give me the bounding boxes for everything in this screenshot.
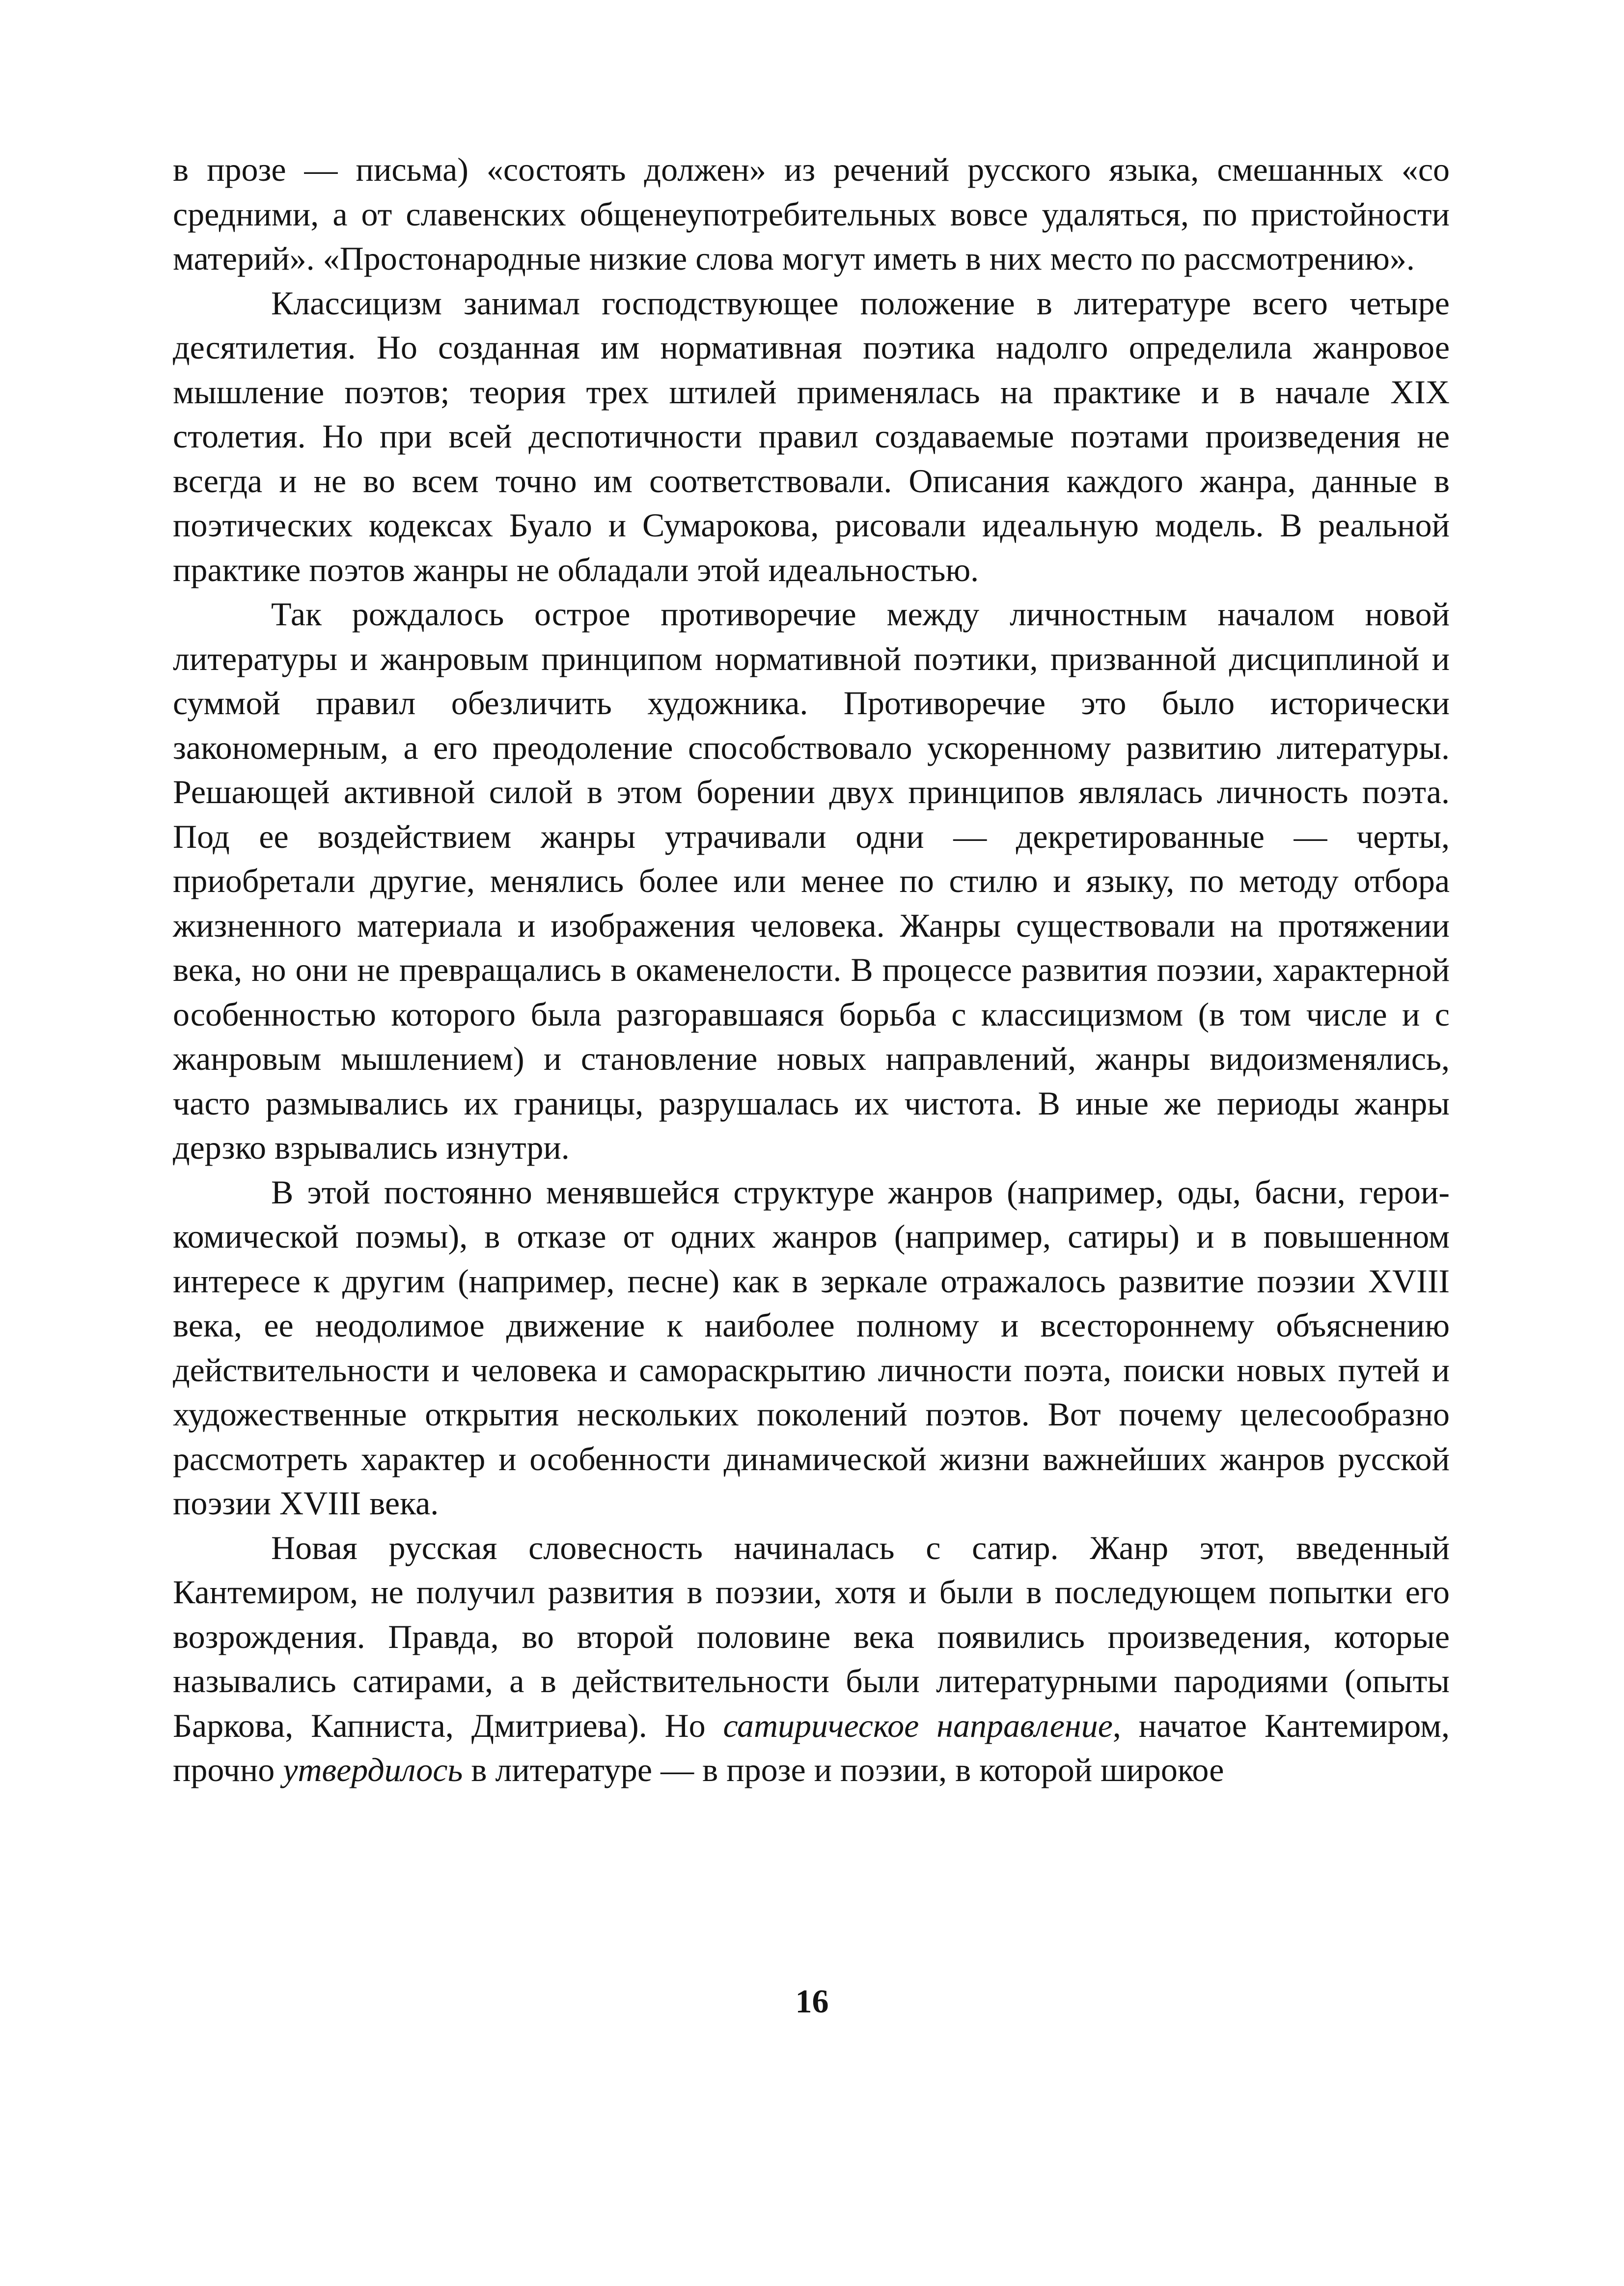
- paragraph-2: Классицизм занимал господствующее положение в литературе всего четыре десятилетия. Но созданная им нормативная поэтика надолго определила жанровое мышление поэтов; теория трех штилей применялась на практике и в начале XIX столетия. Но при всей деспотичности правил создаваемые поэтами произведения не всегда и не во всем точно им соответствовали. Описания каждого жанра, данные в поэтических кодексах Буало и Сумарокова, рисовали идеальную модель. В реальной практике поэтов жанры не обладали этой идеальностью.: [173, 284, 1450, 588]
- page-number: 16: [795, 1982, 829, 2020]
- italic-phrase-established: утвердилось: [283, 1751, 463, 1788]
- paragraph-4: В этой постоянно менявшейся структуре жанров (например, оды, басни, герои-комической поэмы), в отказе от одних жанров (например, сатиры) и в повышенном интересе к другим (например, песне) как в зеркале отражалось развитие поэзии XVIII века, ее неодолимое движение к наиболее полному и всестороннему объяснению действительности и человека и самораскрытию личности поэта, поиски новых путей и художественные открытия нескольких поколений поэтов. Вот почему целесообразно рассмотреть характер и особенности динамической жизни важнейших жанров русской поэзии XVIII века.: [173, 1173, 1450, 1522]
- paragraph-5: [173, 1526, 1450, 1792]
- paragraph-1: в прозе — письма) «состоять должен» из речений русского языка, смешанных «со средними, а от славенских общенеупотребительных вовсе удаляться, по пристойности материй». «Простонародные низкие слова могут иметь в них место по рассмотрению».: [173, 151, 1450, 277]
- paragraph-5-text-middle: , начатое Кантемиром, прочно: [173, 1706, 1450, 1788]
- paragraph-5-text-after: в литературе — в прозе и поэзии, в которой широкое: [463, 1751, 1224, 1788]
- body-text: [173, 147, 1450, 1792]
- italic-phrase-satirical-direction: сатирическое направление: [723, 1706, 1113, 1744]
- paragraph-5-text-before: Новая русская словесность начиналась с сатир. Жанр этот, введенный Кантемиром, не получил развития в поэзии, хотя и были в последующем попытки его возрождения. Правда, во второй половине века появились произведения, которые назывались сатирами, а в действительности были литературными пародиями (опыты Баркова, Капниста, Дмитриева). Но: [173, 1529, 1450, 1744]
- paragraph-3: Так рождалось острое противоречие между личностным началом новой литературы и жанровым принципом нормативной поэтики, призванной дисциплиной и суммой правил обезличить художника. Противоречие это было исторически закономерным, а его преодоление способствовало ускоренному развитию литературы. Решающей активной силой в этом борении двух принципов являлась личность поэта. Под ее воздействием жанры утрачивали одни — декретированные — черты, приобретали другие, менялись более или менее по стилю и языку, по методу отбора жизненного материала и изображения человека. Жанры существовали на протяжении века, но они не превращались в окаменелости. В процессе развития поэзии, характерной особенностью которого была разгоравшаяся борьба с классицизмом (в том числе и с жанровым мышлением) и становление новых направлений, жанры видоизменялись, часто размывались их границы, разрушалась их чистота. В иные же периоды жанры дерзко взрывались изнутри.: [173, 595, 1450, 1166]
